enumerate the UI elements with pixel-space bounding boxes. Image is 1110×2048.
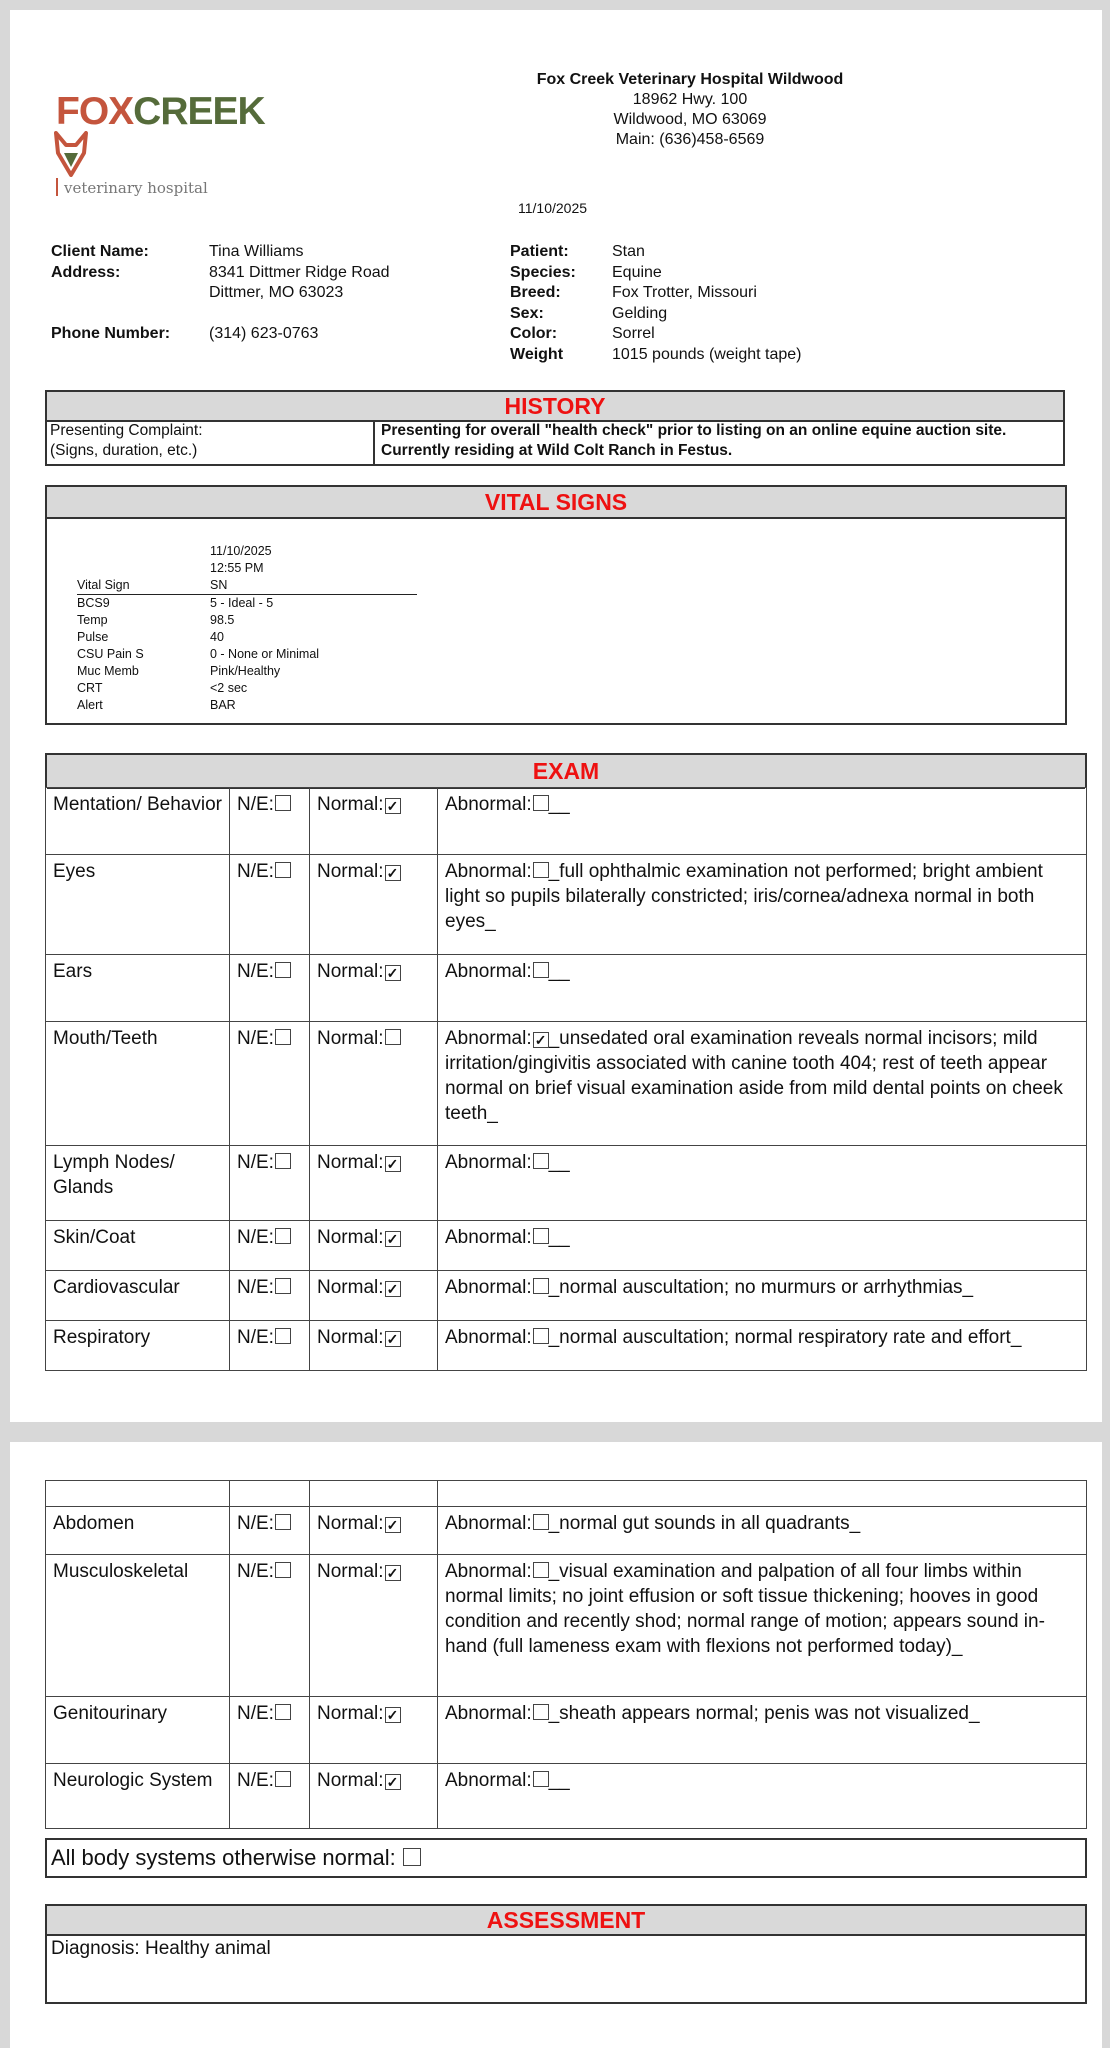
patient-species: Equine — [612, 263, 662, 281]
patient-label: Patient: — [510, 243, 569, 260]
normal-cell — [310, 855, 438, 955]
exam-system-name: Lymph Nodes/ Glands — [53, 1152, 175, 1198]
abnormal-cell — [438, 1022, 1087, 1146]
exam-system-name: Mouth/Teeth — [53, 1028, 158, 1049]
exam-row — [46, 955, 1087, 1022]
exam-system-cell — [46, 1555, 230, 1697]
ne-checkbox[interactable] — [275, 962, 291, 978]
hospital-logo — [56, 90, 296, 197]
exam-system-cell — [46, 1507, 230, 1555]
exam-system-cell — [46, 1221, 230, 1271]
normal-label: Normal: — [317, 1327, 384, 1348]
client-labels — [51, 242, 149, 283]
abnormal-cell — [438, 1271, 1087, 1321]
exam-row — [46, 1507, 1087, 1555]
client-phone-label: Phone Number: — [51, 325, 171, 342]
exam-notes: _visual examination and palpation of all four limbs within normal limits; no joint effusion or soft tissue thickening; hooves in good condition and recently shod; normal range of motion; appears sound in-hand (full lameness exam with flexions not performed today)_ — [445, 1561, 1045, 1657]
abnormal-checkbox[interactable] — [533, 1771, 549, 1787]
ne-label: N/E: — [237, 1327, 274, 1348]
ne-label: N/E: — [237, 794, 274, 815]
exam-system-cell — [46, 1022, 230, 1146]
exam-row — [46, 855, 1087, 955]
normal-checkbox[interactable]: ✓ — [385, 1707, 401, 1723]
ne-cell — [230, 1221, 310, 1271]
exam-system-name: Skin/Coat — [53, 1227, 136, 1248]
empty-cell — [438, 1481, 1087, 1507]
exam-row — [46, 1555, 1087, 1697]
history-label-line1: Presenting Complaint: — [50, 422, 203, 439]
exam-notes: _sheath appears normal; penis was not visualized_ — [548, 1703, 980, 1724]
exam-system-name: Respiratory — [53, 1327, 151, 1348]
exam-notes: __ — [548, 1152, 570, 1173]
exam-system-cell — [46, 1321, 230, 1371]
abnormal-label: Abnormal: — [445, 1227, 532, 1248]
client-name-label: Client Name: — [51, 243, 149, 260]
ne-cell — [230, 1321, 310, 1371]
ne-checkbox[interactable] — [275, 1704, 291, 1720]
exam-system-name: Mentation/ Behavior — [53, 794, 222, 815]
abnormal-checkbox[interactable] — [533, 1328, 549, 1344]
presenting-complaint-text: Presenting for overall "health check" prior to listing on an online equine auction site. Currently residing at Wild Colt Ranch in Festus. — [381, 422, 1007, 459]
ne-checkbox[interactable] — [275, 1562, 291, 1578]
client-address-label: Address: — [51, 263, 121, 281]
patient-name: Stan — [612, 243, 645, 260]
abnormal-cell — [438, 1321, 1087, 1371]
normal-cell — [310, 1764, 438, 1829]
exam-table-page2 — [45, 1480, 1087, 1829]
empty-cell — [310, 1481, 438, 1507]
all-systems-normal-row — [45, 1838, 1087, 1878]
ne-label: N/E: — [237, 1770, 274, 1791]
logo-creek-text: CREEK — [133, 90, 265, 133]
logo-fox-text: FOX — [56, 90, 134, 133]
normal-label: Normal: — [317, 1513, 384, 1534]
exam-system-cell — [46, 788, 230, 855]
ne-cell — [230, 855, 310, 955]
ne-cell — [230, 1697, 310, 1764]
exam-system-cell — [46, 1271, 230, 1321]
assessment-section — [45, 1904, 1087, 2004]
exam-section-header — [45, 753, 1087, 787]
vital-sign-row — [77, 595, 417, 612]
hospital-phone: Main: (636)458-6569 — [615, 131, 765, 148]
sex-label: Sex: — [510, 304, 544, 322]
exam-notes: _normal auscultation; normal respiratory rate and effort_ — [548, 1327, 1022, 1348]
vital-sign-value: 5 - Ideal - 5 — [210, 596, 274, 610]
patient-breed: Fox Trotter, Missouri — [612, 284, 757, 301]
ne-checkbox[interactable] — [275, 1228, 291, 1244]
abnormal-label: Abnormal: — [445, 1561, 532, 1582]
vital-sign-name: Temp — [77, 613, 108, 627]
normal-cell — [310, 1022, 438, 1146]
ne-label: N/E: — [237, 961, 274, 982]
vital-sign-name: Pulse — [77, 630, 109, 644]
vital-sign-row — [77, 663, 417, 680]
abnormal-label: Abnormal: — [445, 1327, 532, 1348]
vitals-header-row — [77, 577, 417, 595]
vital-sign-row — [77, 680, 417, 697]
exam-row — [46, 1764, 1087, 1829]
vital-sign-row — [77, 612, 417, 629]
normal-checkbox[interactable]: ✓ — [385, 1156, 401, 1172]
normal-cell — [310, 1321, 438, 1371]
abnormal-checkbox[interactable] — [533, 962, 549, 978]
abnormal-checkbox[interactable] — [533, 1514, 549, 1530]
normal-label: Normal: — [317, 794, 384, 815]
exam-system-cell — [46, 1764, 230, 1829]
vital-signs-title: VITAL SIGNS — [47, 487, 1065, 519]
ne-cell — [230, 1764, 310, 1829]
history-section — [45, 390, 1065, 466]
exam-notes: __ — [548, 794, 570, 815]
exam-row — [46, 1221, 1087, 1271]
normal-checkbox[interactable]: ✓ — [385, 1281, 401, 1297]
client-values — [209, 242, 390, 304]
hospital-street: 18962 Hwy. 100 — [632, 91, 748, 108]
ne-label: N/E: — [237, 861, 274, 882]
report-page-2 — [10, 1442, 1102, 2048]
empty-cell — [230, 1481, 310, 1507]
report-page-1 — [10, 10, 1102, 1422]
normal-cell — [310, 1507, 438, 1555]
assessment-title: ASSESSMENT — [47, 1906, 1085, 1936]
breed-label: Breed: — [510, 284, 561, 301]
normal-label: Normal: — [317, 1770, 384, 1791]
hospital-name: Fox Creek Veterinary Hospital Wildwood — [536, 71, 844, 88]
weight-label: Weight — [510, 345, 564, 363]
vitals-header-value: SN — [210, 578, 228, 592]
species-label: Species: — [510, 263, 576, 281]
patient-weight: 1015 pounds (weight tape) — [612, 345, 802, 363]
normal-cell — [310, 1271, 438, 1321]
ne-label: N/E: — [237, 1703, 274, 1724]
exam-system-name: Abdomen — [53, 1513, 135, 1534]
abnormal-cell — [438, 855, 1087, 955]
fox-icon — [54, 131, 88, 177]
ne-label: N/E: — [237, 1513, 274, 1534]
exam-row — [46, 1146, 1087, 1221]
exam-system-name: Musculoskeletal — [53, 1561, 189, 1582]
abnormal-checkbox[interactable] — [533, 1562, 549, 1578]
abnormal-checkbox[interactable] — [533, 1704, 549, 1720]
vital-sign-value: <2 sec — [210, 681, 248, 695]
logo-subtitle: veterinary hospital — [56, 178, 296, 196]
normal-checkbox[interactable]: ✓ — [385, 1774, 401, 1790]
empty-cell — [46, 1481, 230, 1507]
exam-notes: __ — [548, 1227, 570, 1248]
ne-checkbox[interactable] — [275, 862, 291, 878]
normal-label: Normal: — [317, 1277, 384, 1298]
abnormal-cell — [438, 1764, 1087, 1829]
vital-sign-row — [77, 629, 417, 646]
ne-checkbox[interactable] — [275, 1328, 291, 1344]
abnormal-cell — [438, 1507, 1087, 1555]
exam-system-cell — [46, 855, 230, 955]
client-address-line2: Dittmer, MO 63023 — [209, 284, 344, 301]
report-date: 11/10/2025 — [518, 200, 588, 216]
exam-system-name: Neurologic System — [53, 1770, 213, 1791]
vital-sign-name: CSU Pain S — [77, 647, 144, 661]
vitals-date: 11/10/2025 — [210, 544, 272, 558]
abnormal-label: Abnormal: — [445, 861, 532, 882]
client-name: Tina Williams — [209, 243, 304, 260]
normal-checkbox[interactable]: ✓ — [385, 865, 401, 881]
exam-row — [46, 788, 1087, 855]
abnormal-checkbox[interactable] — [533, 862, 549, 878]
exam-table-page1 — [45, 787, 1087, 1371]
exam-notes: _normal auscultation; no murmurs or arrhythmias_ — [548, 1277, 974, 1298]
vitals-header-label: Vital Sign — [77, 578, 130, 592]
ne-label: N/E: — [237, 1152, 274, 1173]
vital-sign-row — [77, 646, 417, 663]
exam-system-name: Cardiovascular — [53, 1277, 180, 1298]
exam-title: EXAM — [47, 755, 1085, 789]
exam-system-cell — [46, 955, 230, 1022]
exam-row — [46, 1022, 1087, 1146]
normal-label: Normal: — [317, 1028, 384, 1049]
normal-checkbox[interactable]: ✓ — [385, 965, 401, 981]
exam-row — [46, 1271, 1087, 1321]
abnormal-cell — [438, 1146, 1087, 1221]
ne-cell — [230, 955, 310, 1022]
patient-values — [612, 242, 801, 365]
normal-checkbox[interactable]: ✓ — [385, 1565, 401, 1581]
ne-checkbox[interactable] — [275, 1514, 291, 1530]
ne-cell — [230, 1146, 310, 1221]
exam-system-cell — [46, 1146, 230, 1221]
ne-cell — [230, 1555, 310, 1697]
normal-label: Normal: — [317, 861, 384, 882]
history-label-cell — [47, 420, 375, 464]
ne-checkbox[interactable] — [275, 795, 291, 811]
vital-sign-name: CRT — [77, 681, 103, 695]
vital-sign-name: Alert — [77, 698, 103, 712]
history-label-line2: (Signs, duration, etc.) — [50, 442, 198, 459]
exam-continuation-row — [46, 1481, 1087, 1507]
abnormal-label: Abnormal: — [445, 1770, 532, 1791]
exam-system-name: Ears — [53, 961, 93, 982]
vital-sign-name: BCS9 — [77, 596, 110, 610]
exam-system-cell — [46, 1697, 230, 1764]
vital-signs-section — [45, 485, 1067, 725]
normal-checkbox[interactable]: ✓ — [385, 1517, 401, 1533]
abnormal-cell — [438, 1697, 1087, 1764]
abnormal-checkbox[interactable] — [533, 1228, 549, 1244]
normal-checkbox[interactable] — [385, 1029, 401, 1045]
exam-row — [46, 1321, 1087, 1371]
vitals-rows — [77, 595, 417, 714]
patient-labels — [510, 242, 576, 365]
history-title: HISTORY — [47, 392, 1063, 422]
ne-checkbox[interactable] — [275, 1278, 291, 1294]
logo-wordmark — [56, 92, 296, 177]
vital-sign-name: Muc Memb — [77, 664, 139, 678]
normal-label: Normal: — [317, 961, 384, 982]
abnormal-label: Abnormal: — [445, 1028, 532, 1049]
abnormal-label: Abnormal: — [445, 1703, 532, 1724]
ne-checkbox[interactable] — [275, 1029, 291, 1045]
abnormal-checkbox[interactable]: ✓ — [533, 1032, 549, 1048]
abnormal-checkbox[interactable] — [533, 1278, 549, 1294]
abnormal-checkbox[interactable] — [533, 1153, 549, 1169]
vital-sign-value: 40 — [210, 630, 224, 644]
exam-row — [46, 1697, 1087, 1764]
exam-notes: _unsedated oral examination reveals normal incisors; mild irritation/gingivitis associated with canine tooth 404; rest of teeth appear normal on brief visual examination aside from mild dental points on cheek teeth_ — [445, 1028, 1063, 1124]
abnormal-cell — [438, 1221, 1087, 1271]
patient-color: Sorrel — [612, 325, 655, 342]
ne-label: N/E: — [237, 1028, 274, 1049]
client-address-line1: 8341 Dittmer Ridge Road — [209, 263, 390, 281]
exam-notes: __ — [548, 1770, 570, 1791]
ne-label: N/E: — [237, 1227, 274, 1248]
abnormal-cell — [438, 1555, 1087, 1697]
exam-system-name: Genitourinary — [53, 1703, 168, 1724]
patient-sex: Gelding — [612, 304, 668, 322]
color-label: Color: — [510, 325, 558, 342]
normal-label: Normal: — [317, 1227, 384, 1248]
abnormal-cell — [438, 788, 1087, 855]
diagnosis-text: Diagnosis: Healthy animal — [51, 1938, 271, 1959]
exam-notes: _normal gut sounds in all quadrants_ — [548, 1513, 861, 1534]
normal-cell — [310, 1555, 438, 1697]
vital-sign-value: Pink/Healthy — [210, 664, 281, 678]
exam-notes: __ — [548, 961, 570, 982]
abnormal-label: Abnormal: — [445, 794, 532, 815]
normal-cell — [310, 955, 438, 1022]
vitals-time: 12:55 PM — [210, 561, 264, 575]
normal-checkbox[interactable]: ✓ — [385, 1231, 401, 1247]
ne-cell — [230, 1271, 310, 1321]
exam-system-name: Eyes — [53, 861, 96, 882]
exam-notes: _full ophthalmic examination not performed; bright ambient light so pupils bilaterally constricted; iris/cornea/adnexa normal in both eyes_ — [445, 861, 1043, 932]
ne-checkbox[interactable] — [275, 1771, 291, 1787]
ne-checkbox[interactable] — [275, 1153, 291, 1169]
all-systems-normal-checkbox[interactable] — [403, 1848, 421, 1866]
abnormal-label: Abnormal: — [445, 1513, 532, 1534]
normal-label: Normal: — [317, 1152, 384, 1173]
ne-label: N/E: — [237, 1561, 274, 1582]
abnormal-label: Abnormal: — [445, 1277, 532, 1298]
abnormal-label: Abnormal: — [445, 961, 532, 982]
normal-cell — [310, 1697, 438, 1764]
client-phone: (314) 623-0763 — [209, 325, 319, 342]
normal-label: Normal: — [317, 1703, 384, 1724]
hospital-city: Wildwood, MO 63069 — [613, 111, 767, 128]
normal-checkbox[interactable]: ✓ — [385, 1331, 401, 1347]
vital-sign-value: 0 - None or Minimal — [210, 647, 320, 661]
all-systems-normal-label: All body systems otherwise normal: — [51, 1845, 396, 1870]
vital-sign-value: 98.5 — [210, 613, 235, 627]
abnormal-label: Abnormal: — [445, 1152, 532, 1173]
vitals-datetime — [210, 543, 272, 577]
ne-label: N/E: — [237, 1277, 274, 1298]
normal-label: Normal: — [317, 1561, 384, 1582]
ne-cell — [230, 788, 310, 855]
abnormal-cell — [438, 955, 1087, 1022]
ne-cell — [230, 1507, 310, 1555]
vital-sign-row — [77, 697, 417, 714]
normal-checkbox[interactable]: ✓ — [385, 798, 401, 814]
vital-sign-value: BAR — [210, 698, 236, 712]
normal-cell — [310, 788, 438, 855]
normal-cell — [310, 1146, 438, 1221]
abnormal-checkbox[interactable] — [533, 795, 549, 811]
ne-cell — [230, 1022, 310, 1146]
hospital-address-block — [480, 70, 900, 150]
normal-cell — [310, 1221, 438, 1271]
